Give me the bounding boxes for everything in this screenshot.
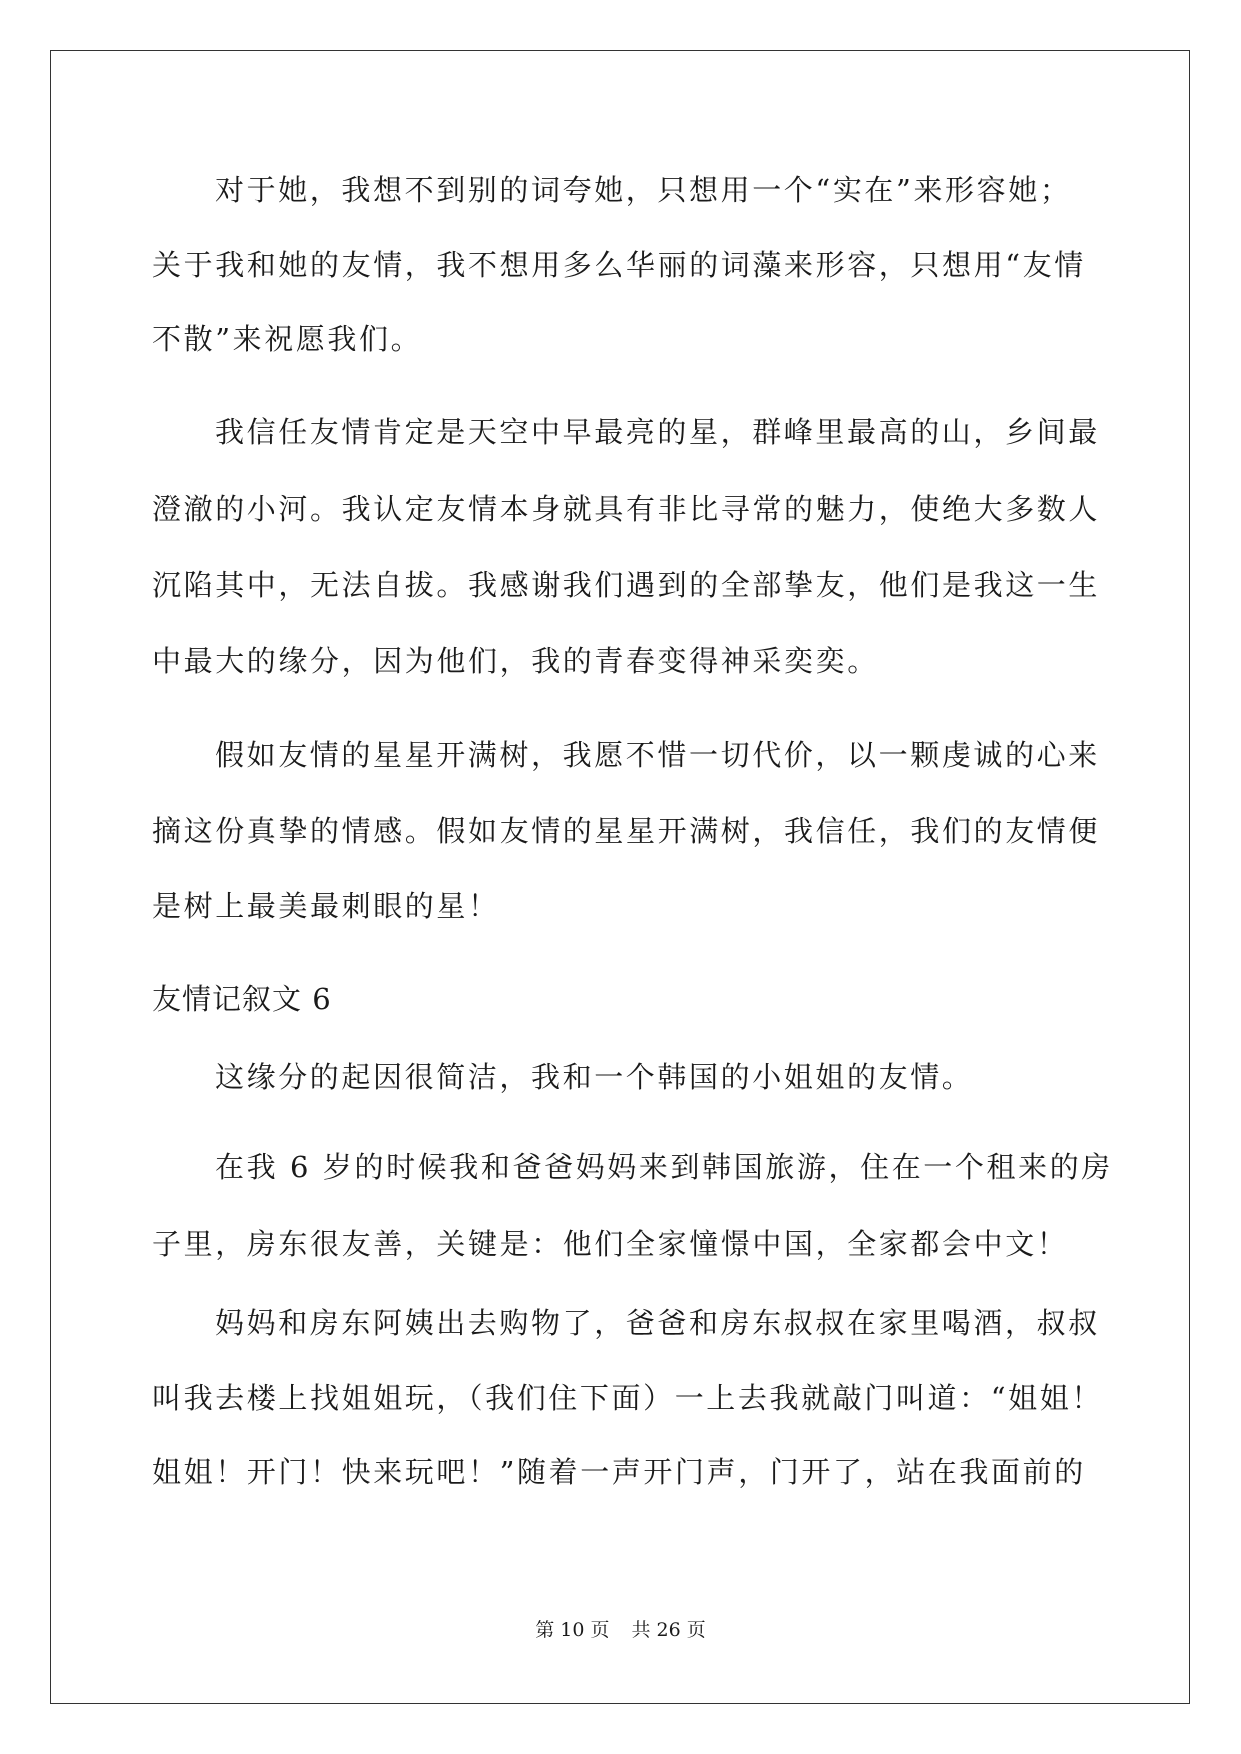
paragraph-line: 叫我去楼上找姐姐玩，（我们住下面）一上去我就敲门叫道：“姐姐！	[152, 1381, 1103, 1415]
paragraph-line: 对于她，我想不到别的词夸她，只想用一个“实在”来形容她；	[215, 173, 1072, 207]
paragraph-line: 关于我和她的友情，我不想用多么华丽的词藻来形容，只想用“友情	[152, 248, 1086, 282]
paragraph-line: 子里，房东很友善，关键是：他们全家憧憬中国，全家都会中文！	[152, 1227, 1069, 1261]
paragraph-line: 沉陷其中，无法自拔。我感谢我们遇到的全部挚友，他们是我这一生	[152, 568, 1101, 602]
paragraph-line: 这缘分的起因很简洁，我和一个韩国的小姐姐的友情。	[215, 1060, 974, 1094]
paragraph-line: 中最大的缘分，因为他们，我的青春变得神采奕奕。	[152, 644, 879, 678]
paragraph-line: 澄澈的小河。我认定友情本身就具有非比寻常的魅力，使绝大多数人	[152, 492, 1101, 526]
page-footer	[0, 1618, 1241, 1642]
section-heading: 友情记叙文 6	[152, 982, 332, 1016]
paragraph-line: 姐姐！开门！快来玩吧！”随着一声开门声，门开了，站在我面前的	[152, 1455, 1086, 1489]
paragraph-line: 我信任友情肯定是天空中早最亮的星，群峰里最高的山，乡间最	[215, 415, 1100, 449]
paragraph-line: 假如友情的星星开满树，我愿不惜一切代价，以一颗虔诚的心来	[215, 738, 1100, 772]
paragraph-line: 不散”来祝愿我们。	[152, 322, 423, 356]
paragraph-line: 妈妈和房东阿姨出去购物了，爸爸和房东叔叔在家里喝酒，叔叔	[215, 1306, 1100, 1340]
page-total: 共 26 页	[631, 1619, 706, 1641]
paragraph-line: 是树上最美最刺眼的星！	[152, 889, 500, 923]
page-number: 第 10 页	[535, 1619, 610, 1641]
paragraph-line: 在我 6 岁的时候我和爸爸妈妈来到韩国旅游，住在一个租来的房	[215, 1150, 1113, 1184]
paragraph-line: 摘这份真挚的情感。假如友情的星星开满树，我信任，我们的友情便	[152, 814, 1101, 848]
